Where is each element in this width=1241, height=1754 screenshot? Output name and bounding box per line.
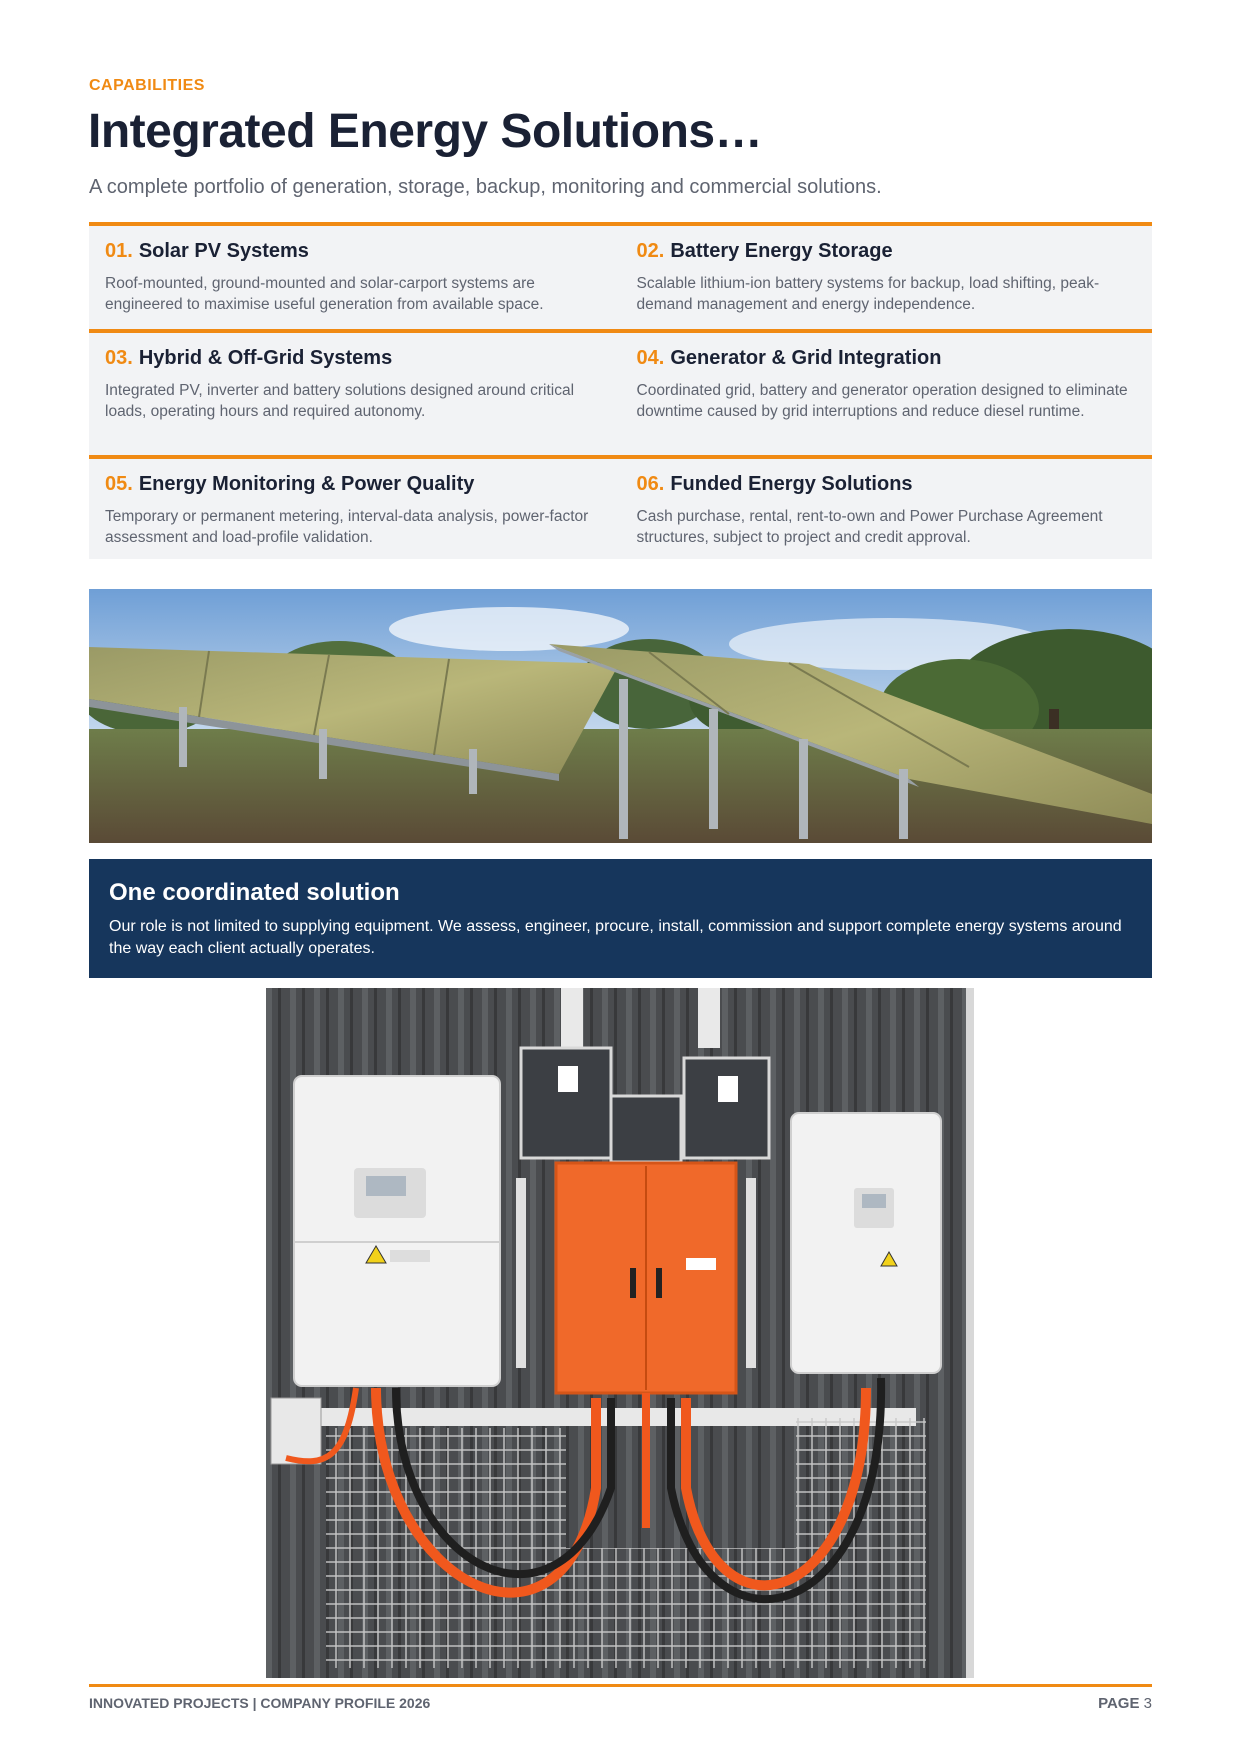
capabilities-row — [89, 222, 1152, 329]
capability-description: Coordinated grid, battery and generator operation designed to eliminate downtime caused by grid interruptions and reduce diesel runtime. — [636, 382, 1128, 420]
capability-number: 03. — [105, 347, 133, 369]
page-title: Integrated Energy Solutions… — [88, 105, 763, 158]
capability-name: Hybrid & Off-Grid Systems — [138, 347, 393, 369]
page-subtitle: A complete portfolio of generation, storage, backup, monitoring and commercial solutions. — [89, 176, 882, 198]
capability-title — [637, 347, 1133, 370]
inverter-installation-photo — [266, 988, 974, 1678]
footer-company: INNOVATED PROJECTS | COMPANY PROFILE 2026 — [89, 1695, 431, 1711]
banner-title: One coordinated solution — [109, 879, 400, 906]
banner-text: Our role is not limited to supplying equipment. We assess, engineer, procure, install, commission and support complete energy systems around the way each client actually operates. — [109, 918, 1122, 957]
capability-title — [105, 347, 601, 370]
footer-divider — [89, 1684, 1152, 1687]
capability-card — [89, 333, 621, 455]
capability-title — [637, 473, 1133, 496]
capability-card — [621, 226, 1153, 329]
capability-title — [105, 240, 601, 263]
capability-title — [637, 240, 1133, 263]
capability-number: 06. — [636, 473, 665, 495]
capability-description: Integrated PV, inverter and battery solutions designed around critical loads, operating hours and required autonomy. — [105, 382, 575, 420]
capability-name: Battery Energy Storage — [670, 240, 893, 262]
capability-name: Energy Monitoring & Power Quality — [138, 473, 475, 495]
capability-number: 01. — [105, 240, 133, 262]
page-label: PAGE — [1098, 1695, 1140, 1712]
capability-card — [621, 459, 1153, 559]
footer-page — [1098, 1695, 1152, 1712]
capability-number: 05. — [105, 473, 133, 495]
capability-title — [105, 473, 601, 496]
capability-description: Temporary or permanent metering, interval-data analysis, power-factor assessment and load-profile validation. — [105, 508, 589, 546]
capability-number: 04. — [636, 347, 665, 369]
page-number: 3 — [1143, 1695, 1152, 1712]
capability-name: Funded Energy Solutions — [670, 473, 913, 495]
solar-array-photo — [89, 589, 1152, 843]
capability-card — [89, 226, 621, 329]
capability-name: Generator & Grid Integration — [670, 347, 942, 369]
capabilities-row — [89, 455, 1152, 559]
capability-description: Scalable lithium-ion battery systems for backup, load shifting, peak-demand management and energy independence. — [636, 275, 1100, 313]
section-eyebrow: CAPABILITIES — [89, 77, 205, 94]
coordinated-solution-banner — [89, 859, 1152, 978]
capabilities-grid — [89, 222, 1152, 559]
capabilities-row — [89, 329, 1152, 455]
capability-card — [621, 333, 1153, 455]
capability-number: 02. — [636, 240, 665, 262]
capability-description: Cash purchase, rental, rent-to-own and Power Purchase Agreement structures, subject to project and credit approval. — [636, 508, 1103, 546]
capability-description: Roof-mounted, ground-mounted and solar-carport systems are engineered to maximise useful generation from available space. — [105, 275, 544, 313]
capability-card — [89, 459, 621, 559]
capability-name: Solar PV Systems — [138, 240, 309, 262]
